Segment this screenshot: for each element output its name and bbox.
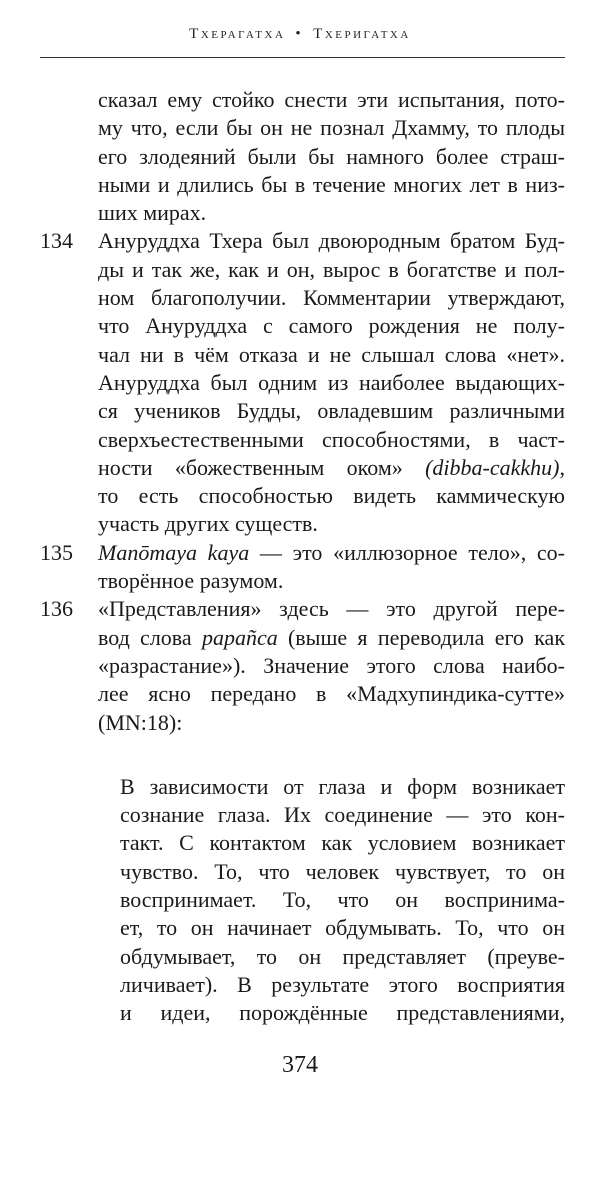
text-segment: и идеи, порождённые представлениями, [120, 1000, 565, 1026]
quote-line [0, 943, 600, 971]
quote-line [0, 858, 600, 886]
text-segment: ном благополучии. Комментарии утверждают, [98, 285, 565, 311]
text-segment: ших мирах. [98, 200, 207, 226]
quote-line [0, 886, 600, 914]
quote-line [0, 914, 600, 942]
note-line [0, 539, 600, 567]
quote-line [0, 801, 600, 829]
spacer [0, 737, 600, 773]
line-text [98, 426, 565, 454]
text-segment: воспринимает. То, что он воспринима- [120, 887, 565, 913]
text-segment: (выше я переводила его как [277, 624, 566, 650]
text-segment: Ануруддха был одним из наиболее выдающих- [98, 369, 565, 395]
line-text [98, 86, 565, 114]
text-segment: такт. С контактом как условием возникает [120, 830, 565, 856]
line-text [120, 943, 565, 971]
note-line [0, 114, 600, 142]
text-segment: сверхъестественными способностями, в част- [98, 426, 565, 452]
line-text [98, 510, 565, 538]
line-text [98, 199, 565, 227]
note-line [0, 426, 600, 454]
text-segment: вод слова [98, 624, 202, 650]
text-segment: личивает). В результате этого восприятия [120, 971, 565, 997]
line-text [98, 652, 565, 680]
text-segment: ности «божественным оком» [98, 454, 426, 480]
line-text [98, 284, 565, 312]
text-segment: Ануруддха Тхера был двоюродным братом Буд- [98, 228, 565, 254]
line-text [98, 709, 565, 737]
note-line [0, 397, 600, 425]
text-segment: что Ануруддха с самого рождения не полу- [98, 313, 565, 339]
note-line [0, 709, 600, 737]
text-segment: участь других существ. [98, 511, 318, 537]
line-text [120, 773, 565, 801]
note-line [0, 482, 600, 510]
line-text [98, 397, 565, 425]
line-text [98, 482, 565, 510]
text-segment: творённое разумом. [98, 568, 284, 594]
note-line [0, 624, 600, 652]
line-text [98, 341, 565, 369]
page-number: 374 [282, 1052, 318, 1078]
italic-term: papañca [201, 624, 278, 650]
line-text [120, 914, 565, 942]
line-text [120, 886, 565, 914]
note-line [0, 227, 600, 255]
note-line [0, 284, 600, 312]
italic-term: (dibba-cakkhu) [425, 454, 560, 480]
line-text [98, 567, 565, 595]
note-line [0, 256, 600, 284]
note-line [0, 652, 600, 680]
text-segment: лее ясно передано в «Мадхупиндика-сутте» [98, 681, 565, 707]
note-line [0, 510, 600, 538]
header-left-title: Тхерагатха [189, 26, 286, 42]
note-line [0, 171, 600, 199]
text-segment: «Представления» здесь — это другой пере- [98, 596, 565, 622]
quote-line [0, 829, 600, 857]
line-text [98, 539, 565, 567]
line-text [98, 595, 565, 623]
note-number: 134 [40, 228, 73, 254]
line-text [98, 256, 565, 284]
text-segment: «разрастание»). Значение этого слова наибо- [98, 652, 565, 678]
text-segment: то есть способностью видеть каммическую [98, 483, 565, 509]
running-header [0, 26, 600, 43]
header-right-title: Тхеригатха [313, 26, 411, 42]
line-text [120, 999, 565, 1027]
line-text [98, 312, 565, 340]
note-line [0, 143, 600, 171]
note-line [0, 199, 600, 227]
line-text [120, 858, 565, 886]
note-number: 135 [40, 539, 73, 565]
text-segment: ся учеников Будды, овладевшим различными [98, 398, 565, 424]
italic-term: Manōmaya kaya [98, 539, 250, 565]
notes-body [0, 86, 600, 1028]
text-segment: его злодеяний были бы намного более страш- [98, 143, 565, 169]
line-text [98, 143, 565, 171]
text-segment: ет, то он начинает обдумывать. То, что он [120, 915, 565, 941]
header-separator: • [295, 26, 304, 42]
line-text [120, 971, 565, 999]
text-segment: чал ни в чём отказа и не слышал слова «нет». [98, 341, 565, 367]
text-segment: обдумывает, то он представляет (преуве- [120, 943, 565, 969]
text-segment: чувство. То, что человек чувствует, то он [120, 858, 565, 884]
note-line [0, 86, 600, 114]
line-text [98, 369, 565, 397]
note-line [0, 369, 600, 397]
line-text [120, 801, 565, 829]
line-text [98, 454, 565, 482]
header-rule [40, 57, 565, 58]
note-line [0, 454, 600, 482]
note-line [0, 341, 600, 369]
line-text [120, 829, 565, 857]
text-segment: — это «иллюзорное тело», со- [249, 539, 565, 565]
text-segment: сознание глаза. Их соединение — это кон- [120, 802, 565, 828]
text-segment: , [559, 454, 565, 480]
quote-line [0, 971, 600, 999]
line-text [98, 624, 565, 652]
note-line [0, 312, 600, 340]
text-segment: (MN:18): [98, 709, 183, 735]
line-text [98, 227, 565, 255]
quote-line [0, 773, 600, 801]
line-text [98, 114, 565, 142]
note-line [0, 567, 600, 595]
line-text [98, 171, 565, 199]
text-segment: му что, если бы он не познал Дхамму, то плоды [98, 115, 565, 141]
text-segment: сказал ему стойко снести эти испытания, пото- [98, 87, 565, 112]
text-segment: В зависимости от глаза и форм возникает [120, 773, 565, 799]
text-segment: ными и длились бы в течение многих лет в низ- [98, 171, 565, 197]
note-number: 136 [40, 596, 73, 622]
note-line [0, 680, 600, 708]
quote-line [0, 999, 600, 1027]
line-text [98, 680, 565, 708]
note-line [0, 595, 600, 623]
text-segment: ды и так же, как и он, вырос в богатстве и пол- [98, 256, 565, 282]
